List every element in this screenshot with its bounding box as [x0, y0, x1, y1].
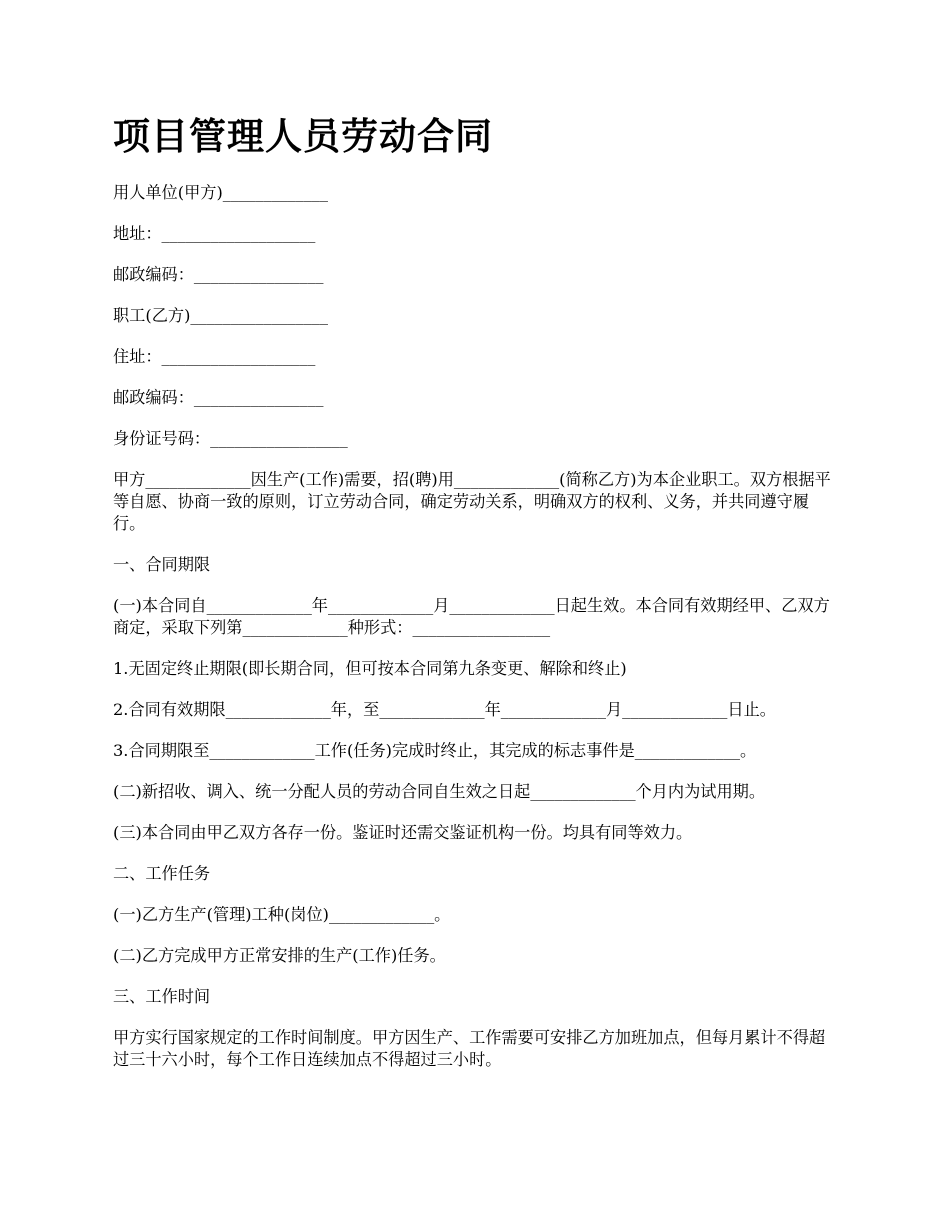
contract-page: [113, 112, 838, 1090]
employer-postcode-field: 邮政编码：________________: [113, 265, 324, 284]
tasks-clause-2: (二)乙方完成甲方正常安排的生产(工作)任务。: [113, 946, 446, 965]
employee-postcode-field: 邮政编码：________________: [113, 388, 324, 407]
preamble-paragraph: 甲方_____________因生产(工作)需要，招(聘)用_____________(简称乙方)为本企业职工。双方根据平等自愿、协商一致的原则，订立劳动合同，确定劳动关系，明确双方的权利、义务，并共同遵守履行。: [113, 470, 831, 533]
section-heading-term: 一、合同期限: [113, 555, 211, 574]
employee-address-field: 住址：___________________: [113, 347, 316, 366]
tasks-clause-1: (一)乙方生产(管理)工种(岗位)_____________。: [113, 905, 451, 924]
section-heading-tasks: 二、工作任务: [113, 864, 211, 883]
term-option-1: 1.无固定终止期限(即长期合同，但可按本合同第九条变更、解除和终止): [113, 659, 627, 678]
id-number-field: 身份证号码：_________________: [113, 429, 348, 448]
term-option-3: 3.合同期限至_____________工作(任务)完成时终止，其完成的标志事件是_____________。: [113, 741, 757, 760]
section-heading-hours: 三、工作时间: [113, 987, 211, 1006]
term-clause-3: (三)本合同由甲乙双方各存一份。鉴证时还需交鉴证机构一份。均具有同等效力。: [113, 823, 693, 842]
document-title: 项目管理人员劳动合同: [113, 114, 493, 158]
hours-paragraph: 甲方实行国家规定的工作时间制度。甲方因生产、工作需要可安排乙方加班加点，但每月累计不得超过三十六小时，每个工作日连续加点不得超过三小时。: [113, 1028, 826, 1069]
employer-address-field: 地址：___________________: [113, 224, 316, 243]
employee-field: 职工(乙方)_________________: [113, 306, 328, 325]
term-clause-2: (二)新招收、调入、统一分配人员的劳动合同自生效之日起_____________个月内为试用期。: [113, 782, 766, 801]
employer-field: 用人单位(甲方)_____________: [113, 183, 328, 202]
term-option-2: 2.合同有效期限_____________年，至_____________年_____________月_____________日止。: [113, 700, 776, 719]
term-clause-1: (一)本合同自_____________年_____________月_____________日起生效。本合同有效期经甲、乙双方商定，采取下列第_____________种形式：_________________: [113, 596, 830, 637]
